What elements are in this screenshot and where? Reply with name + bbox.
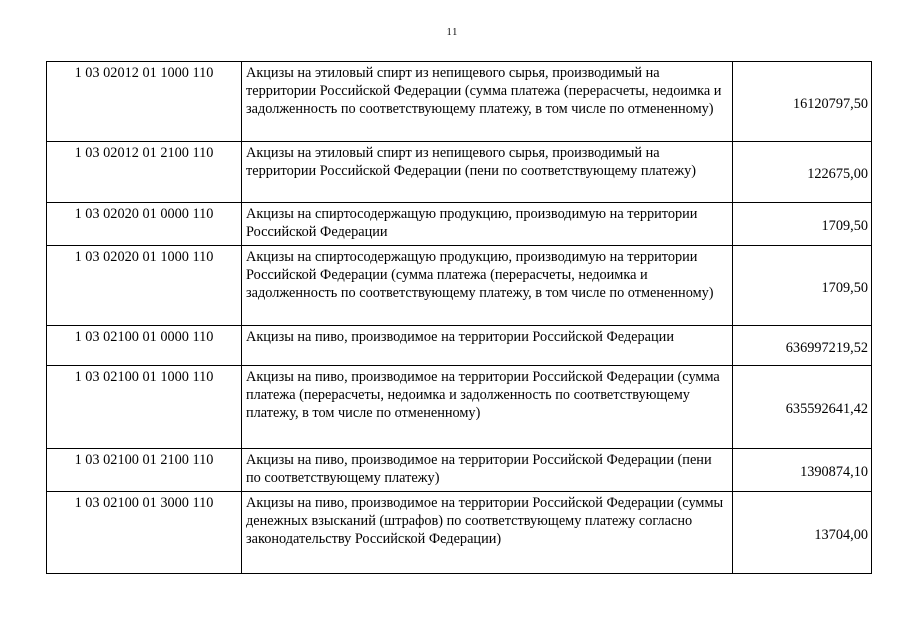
description-cell: Акцизы на пиво, производимое на территории Российской Федерации (суммы денежных взысканий (штрафов) по соответствующему платежу согласно законодательству Российской Федерации) <box>242 492 733 574</box>
budget-code-cell: 1 03 02020 01 0000 110 <box>47 203 242 246</box>
description-cell: Акцизы на этиловый спирт из непищевого сырья, производимый на территории Российской Федерации (пени по соответствующему платежу) <box>242 142 733 203</box>
amount-cell <box>733 366 872 449</box>
description-cell: Акцизы на спиртосодержащую продукцию, производимую на территории Российской Федерации <box>242 203 733 246</box>
amount-value: 1709,50 <box>821 279 868 296</box>
budget-code-cell: 1 03 02020 01 1000 110 <box>47 246 242 326</box>
description-cell: Акцизы на пиво, производимое на территории Российской Федерации <box>242 326 733 366</box>
table-row <box>47 246 872 326</box>
amount-cell <box>733 246 872 326</box>
description-cell: Акцизы на пиво, производимое на территории Российской Федерации (пени по соответствующему платежу) <box>242 449 733 492</box>
amount-cell <box>733 62 872 142</box>
amount-cell <box>733 326 872 366</box>
budget-code-cell: 1 03 02012 01 1000 110 <box>47 62 242 142</box>
amount-value: 635592641,42 <box>785 401 868 417</box>
budget-code-cell: 1 03 02012 01 2100 110 <box>47 142 242 203</box>
budget-code-cell: 1 03 02100 01 3000 110 <box>47 492 242 574</box>
table-row <box>47 366 872 449</box>
amount-value: 1709,50 <box>821 218 868 234</box>
table-row <box>47 449 872 492</box>
page-number: 11 <box>446 27 459 38</box>
budget-code-cell: 1 03 02100 01 1000 110 <box>47 366 242 449</box>
description-cell: Акцизы на этиловый спирт из непищевого сырья, производимый на территории Российской Федерации (сумма платежа (перерасчеты, недоимка и задолженность по соответствующему платежу, в том числе по отмененному) <box>242 62 733 142</box>
description-cell: Акцизы на пиво, производимое на территории Российской Федерации (сумма платежа (перерасчеты, недоимка и задолженность по соответствующему платежу, в том числе по отмененному) <box>242 366 733 449</box>
amount-cell <box>733 449 872 492</box>
amount-value: 13704,00 <box>814 526 868 543</box>
amount-value: 1390874,10 <box>800 464 868 480</box>
table-row <box>47 492 872 574</box>
amount-cell <box>733 492 872 574</box>
amount-value: 16120797,50 <box>792 95 868 112</box>
amount-value: 636997219,52 <box>785 339 868 356</box>
description-cell: Акцизы на спиртосодержащую продукцию, производимую на территории Российской Федерации (сумма платежа (перерасчеты, недоимка и задолженность по соответствующему платежу, в том числе по отмененному) <box>242 246 733 326</box>
table-row <box>47 203 872 246</box>
table-row <box>47 326 872 366</box>
amount-cell <box>733 203 872 246</box>
table-row <box>47 142 872 203</box>
amount-value: 122675,00 <box>807 166 868 182</box>
revenue-table <box>46 61 872 574</box>
amount-cell <box>733 142 872 203</box>
table-row <box>47 62 872 142</box>
budget-code-cell: 1 03 02100 01 2100 110 <box>47 449 242 492</box>
budget-code-cell: 1 03 02100 01 0000 110 <box>47 326 242 366</box>
